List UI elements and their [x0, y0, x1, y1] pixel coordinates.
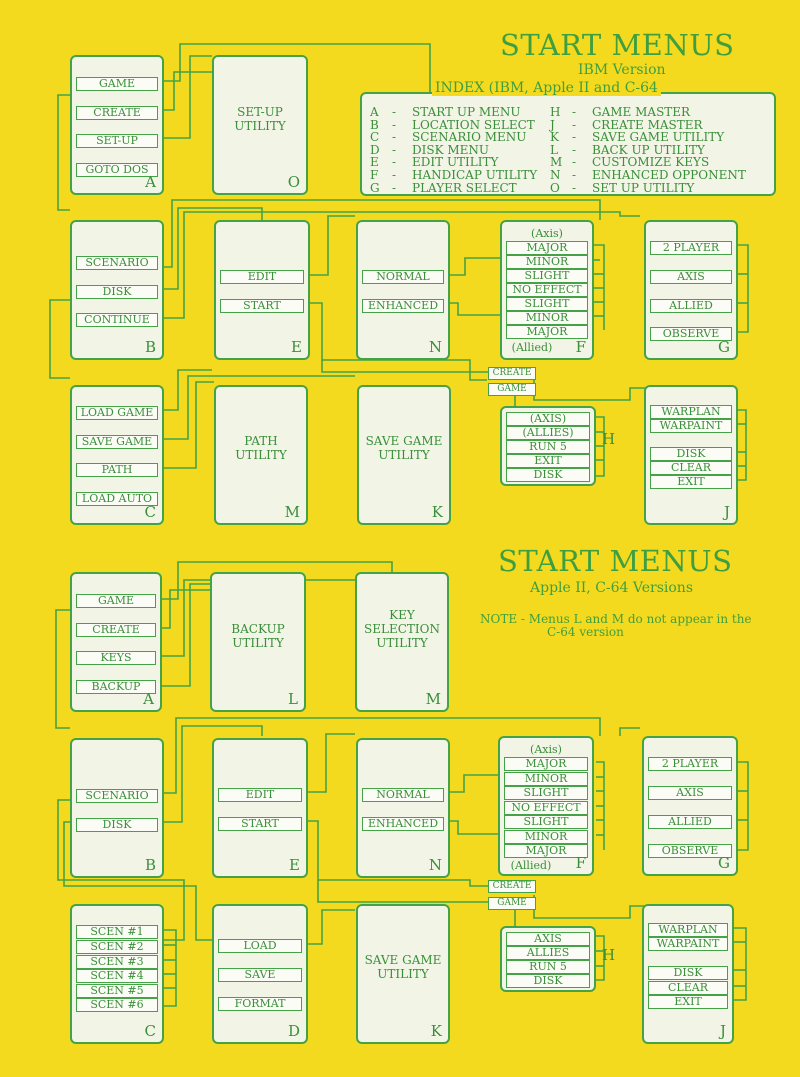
- menu-item-2-player[interactable]: 2 PLAYER: [648, 757, 732, 771]
- menu-letter: D: [287, 1022, 300, 1040]
- game-master-item[interactable]: DISK: [506, 974, 590, 988]
- ibm-menu-e: [214, 220, 310, 360]
- scenario-item[interactable]: SCEN #4: [76, 969, 158, 983]
- index-entry: BACK UP UTILITY: [592, 142, 705, 157]
- index-dash: -: [392, 130, 397, 145]
- handicap-item[interactable]: MAJOR: [504, 844, 588, 858]
- utility-label: KEY: [389, 608, 415, 622]
- game-master-item[interactable]: DISK: [506, 468, 590, 482]
- index-key: E: [370, 155, 379, 170]
- menu-letter: A: [145, 173, 156, 191]
- index-entry: CREATE MASTER: [592, 117, 703, 132]
- utility-label: SELECTION: [364, 622, 440, 636]
- utility-label: SAVE GAME: [364, 953, 442, 967]
- handicap-item[interactable]: NO EFFECT: [506, 283, 588, 297]
- index-entry: CUSTOMIZE KEYS: [592, 155, 710, 170]
- ibm-menu-b: [70, 220, 164, 360]
- index-dash: -: [572, 180, 577, 195]
- create-master-item[interactable]: CLEAR: [648, 981, 728, 995]
- allied-caption: (Allied): [510, 859, 552, 872]
- utility-label: UTILITY: [235, 448, 287, 462]
- index-key: H: [550, 105, 561, 119]
- index-key: D: [370, 142, 380, 157]
- create-master-item[interactable]: DISK: [650, 447, 732, 461]
- menu-item-setup[interactable]: SET-UP: [76, 134, 158, 148]
- utility-label: SET-UP: [237, 105, 283, 119]
- index-entry: EDIT UTILITY: [412, 155, 499, 170]
- index-right-column: [550, 106, 770, 194]
- menu-item-save[interactable]: SAVE: [218, 968, 302, 982]
- create-master-item[interactable]: WARPAINT: [650, 419, 732, 433]
- index-dash: -: [392, 105, 397, 119]
- menu-item-keys[interactable]: KEYS: [76, 651, 156, 665]
- index-entry: SCENARIO MENU: [412, 130, 527, 145]
- index-key: K: [550, 130, 559, 145]
- index-left-column: [370, 105, 563, 195]
- index-dash: -: [572, 168, 577, 182]
- menu-letter: C: [144, 1022, 156, 1040]
- apple-menu-g: [642, 736, 738, 876]
- scenario-item[interactable]: SCEN #6: [76, 998, 158, 1012]
- apple-title: START MENUS: [498, 544, 733, 578]
- ibm-menu-c: [70, 385, 164, 525]
- apple-menu-d: [212, 904, 308, 1044]
- handicap-item[interactable]: MINOR: [504, 772, 588, 786]
- utility-label: PATH: [244, 434, 278, 448]
- index-dash: -: [392, 117, 397, 132]
- apple-menu-m: [355, 572, 449, 712]
- apple-subtitle: Apple II, C-64 Versions: [530, 580, 694, 596]
- index-dash: -: [572, 117, 577, 132]
- menu-letter: B: [144, 856, 156, 874]
- menu-item-start[interactable]: START: [218, 817, 302, 831]
- menu-item-edit[interactable]: EDIT: [220, 270, 304, 284]
- index-entry: SET UP UTILITY: [592, 180, 695, 195]
- menu-item-2-player[interactable]: 2 PLAYER: [650, 241, 732, 255]
- axis-caption: (Axis): [530, 743, 562, 756]
- apple-menu-c: [70, 904, 164, 1044]
- handicap-item[interactable]: SLIGHT: [506, 269, 588, 283]
- ibm-menu-a: [70, 55, 164, 195]
- menu-letter: M: [284, 503, 300, 521]
- menu-item-create[interactable]: CREATE: [76, 106, 158, 120]
- ibm-subtitle: IBM Version: [578, 62, 666, 78]
- handicap-item[interactable]: SLIGHT: [504, 815, 588, 829]
- menu-letter: O: [287, 173, 300, 191]
- utility-label: UTILITY: [376, 636, 428, 650]
- menu-letter: H: [602, 946, 616, 964]
- index-entry: HANDICAP UTILITY: [412, 168, 538, 182]
- create-master-item[interactable]: WARPLAN: [648, 923, 728, 937]
- menu-letter: J: [719, 1022, 726, 1040]
- create-tag: CREATE: [488, 367, 536, 380]
- menu-item-allied[interactable]: ALLIED: [648, 815, 732, 829]
- utility-label: UTILITY: [232, 636, 284, 650]
- create-master-item[interactable]: WARPLAN: [650, 405, 732, 419]
- utility-label: BACKUP: [231, 622, 285, 636]
- menu-letter: K: [430, 1022, 442, 1040]
- create-master-item[interactable]: CLEAR: [650, 461, 732, 475]
- menu-letter: L: [288, 690, 298, 708]
- index-key: N: [550, 168, 561, 182]
- menu-item-scenario[interactable]: SCENARIO: [76, 256, 158, 270]
- apple-menu-a: [70, 572, 162, 712]
- apple-menu-l: [210, 572, 306, 712]
- menu-item-continue[interactable]: CONTINUE: [76, 313, 158, 327]
- ibm-title: START MENUS: [500, 28, 735, 62]
- index-entry: ENHANCED OPPONENT: [592, 168, 746, 182]
- menu-letter: J: [723, 503, 730, 521]
- menu-item-axis[interactable]: AXIS: [650, 270, 732, 284]
- index-key: C: [370, 130, 380, 145]
- game-master-item[interactable]: (AXIS): [506, 412, 590, 426]
- menu-item-normal[interactable]: NORMAL: [362, 788, 444, 802]
- menu-letter: A: [143, 690, 154, 708]
- index-dash: -: [392, 155, 397, 170]
- handicap-item[interactable]: SLIGHT: [504, 786, 588, 800]
- game-master-item[interactable]: EXIT: [506, 454, 590, 468]
- menu-item-format[interactable]: FORMAT: [218, 997, 302, 1011]
- menu-item-load-auto[interactable]: LOAD AUTO: [76, 492, 158, 506]
- menu-letter: E: [291, 338, 302, 356]
- scenario-item[interactable]: SCEN #3: [76, 955, 158, 969]
- menu-letter: N: [428, 338, 442, 356]
- index-entry: SAVE GAME UTILITY: [592, 130, 725, 145]
- allied-caption: (Allied): [511, 341, 553, 354]
- axis-caption: (Axis): [531, 227, 563, 240]
- menu-item-create[interactable]: CREATE: [76, 623, 156, 637]
- utility-label: UTILITY: [378, 448, 430, 462]
- index-entry: PLAYER SELECT: [412, 180, 517, 195]
- menu-letter: K: [431, 503, 443, 521]
- index-key: F: [370, 168, 379, 182]
- menu-item-save-game[interactable]: SAVE GAME: [76, 435, 158, 449]
- menu-item-edit[interactable]: EDIT: [218, 788, 302, 802]
- index-key: B: [370, 117, 379, 132]
- handicap-item[interactable]: MAJOR: [504, 757, 588, 771]
- game-master-item[interactable]: ALLIES: [506, 946, 590, 960]
- apple-menu-j: [642, 904, 734, 1044]
- menu-item-goto-dos[interactable]: GOTO DOS: [76, 163, 158, 177]
- apple-menu-f: [498, 736, 594, 876]
- menu-item-observe[interactable]: OBSERVE: [648, 844, 732, 858]
- handicap-item[interactable]: MINOR: [504, 830, 588, 844]
- game-master-item[interactable]: (ALLIES): [506, 426, 590, 440]
- menu-letter: E: [289, 856, 300, 874]
- game-master-item[interactable]: RUN 5: [506, 440, 590, 454]
- index-entry: GAME MASTER: [592, 105, 691, 119]
- index-dash: -: [392, 168, 397, 182]
- utility-label: UTILITY: [377, 967, 429, 981]
- menu-letter: G: [718, 854, 730, 872]
- menu-letter: B: [144, 338, 156, 356]
- apple-menu-e: [212, 738, 308, 878]
- index-key: L: [550, 142, 558, 157]
- game-tag: GAME: [488, 383, 536, 396]
- ibm-menu-k: [357, 385, 451, 525]
- handicap-item[interactable]: SLIGHT: [506, 297, 588, 311]
- menu-letter: M: [425, 690, 441, 708]
- handicap-item[interactable]: NO EFFECT: [504, 801, 588, 815]
- scenario-item[interactable]: SCEN #2: [76, 940, 158, 954]
- menu-letter: H: [602, 430, 616, 448]
- menu-item-scenario[interactable]: SCENARIO: [76, 789, 158, 803]
- apple-menu-h: [500, 926, 596, 992]
- menu-item-game[interactable]: GAME: [76, 594, 156, 608]
- note-line-2: C-64 version: [547, 625, 624, 639]
- menu-item-start[interactable]: START: [220, 299, 304, 313]
- menu-item-observe[interactable]: OBSERVE: [650, 327, 732, 341]
- utility-label: SAVE GAME: [365, 434, 443, 448]
- scenario-item[interactable]: SCEN #1: [76, 925, 158, 939]
- index-dash: -: [572, 105, 577, 119]
- index-key: A: [370, 105, 379, 119]
- apple-menu-k: [356, 904, 450, 1044]
- menu-item-disk[interactable]: DISK: [76, 818, 158, 832]
- menu-item-load-game[interactable]: LOAD GAME: [76, 406, 158, 420]
- menu-item-path[interactable]: PATH: [76, 463, 158, 477]
- index-dash: -: [572, 142, 577, 157]
- menu-item-load[interactable]: LOAD: [218, 939, 302, 953]
- index-key: O: [550, 180, 560, 195]
- menu-item-disk[interactable]: DISK: [76, 285, 158, 299]
- handicap-item[interactable]: MINOR: [506, 255, 588, 269]
- handicap-item[interactable]: MINOR: [506, 311, 588, 325]
- ibm-menu-j: [644, 385, 738, 525]
- scenario-item[interactable]: SCEN #5: [76, 984, 158, 998]
- index-dash: -: [572, 130, 577, 145]
- index-key: G: [370, 180, 380, 195]
- apple-menu-b: [70, 738, 164, 878]
- create-master-item[interactable]: EXIT: [648, 995, 728, 1009]
- ibm-menu-g: [644, 220, 738, 360]
- create-master-item[interactable]: WARPAINT: [648, 937, 728, 951]
- ibm-menu-o: [212, 55, 308, 195]
- create-master-item[interactable]: DISK: [648, 966, 728, 980]
- handicap-item[interactable]: MAJOR: [506, 241, 588, 255]
- game-tag: GAME: [488, 897, 536, 910]
- menu-item-enhanced[interactable]: ENHANCED: [362, 299, 444, 313]
- menu-letter: G: [718, 338, 730, 356]
- ibm-menu-n: [356, 220, 450, 360]
- handicap-item[interactable]: MAJOR: [506, 325, 588, 339]
- utility-label: UTILITY: [234, 119, 286, 133]
- note-line-1: NOTE - Menus L and M do not appear in the: [480, 612, 752, 626]
- menu-item-game[interactable]: GAME: [76, 77, 158, 91]
- game-master-item[interactable]: AXIS: [506, 932, 590, 946]
- menu-item-allied[interactable]: ALLIED: [650, 299, 732, 313]
- menu-letter: N: [428, 856, 442, 874]
- index-dash: -: [392, 142, 397, 157]
- game-master-item[interactable]: RUN 5: [506, 960, 590, 974]
- apple-menu-n: [356, 738, 450, 878]
- index-key: J: [550, 117, 555, 132]
- index-entry: START UP MENU: [412, 105, 521, 119]
- index-title: INDEX (IBM, Apple II and C-64: [432, 80, 661, 96]
- menu-letter: C: [144, 503, 156, 521]
- create-master-item[interactable]: EXIT: [650, 475, 732, 489]
- ibm-menu-m: [214, 385, 308, 525]
- menu-item-enhanced[interactable]: ENHANCED: [362, 817, 444, 831]
- menu-item-normal[interactable]: NORMAL: [362, 270, 444, 284]
- index-entry: LOCATION SELECT: [412, 117, 535, 132]
- index-dash: -: [572, 155, 577, 170]
- menu-item-axis[interactable]: AXIS: [648, 786, 732, 800]
- ibm-menu-h: [500, 406, 596, 486]
- index-key: M: [550, 155, 563, 170]
- menu-letter: F: [575, 854, 586, 872]
- create-tag: CREATE: [488, 880, 536, 893]
- index-entry: DISK MENU: [412, 142, 490, 157]
- ibm-menu-f: [500, 220, 594, 360]
- menu-letter: F: [575, 338, 586, 356]
- index-dash: -: [392, 180, 397, 195]
- menu-item-backup[interactable]: BACKUP: [76, 680, 156, 694]
